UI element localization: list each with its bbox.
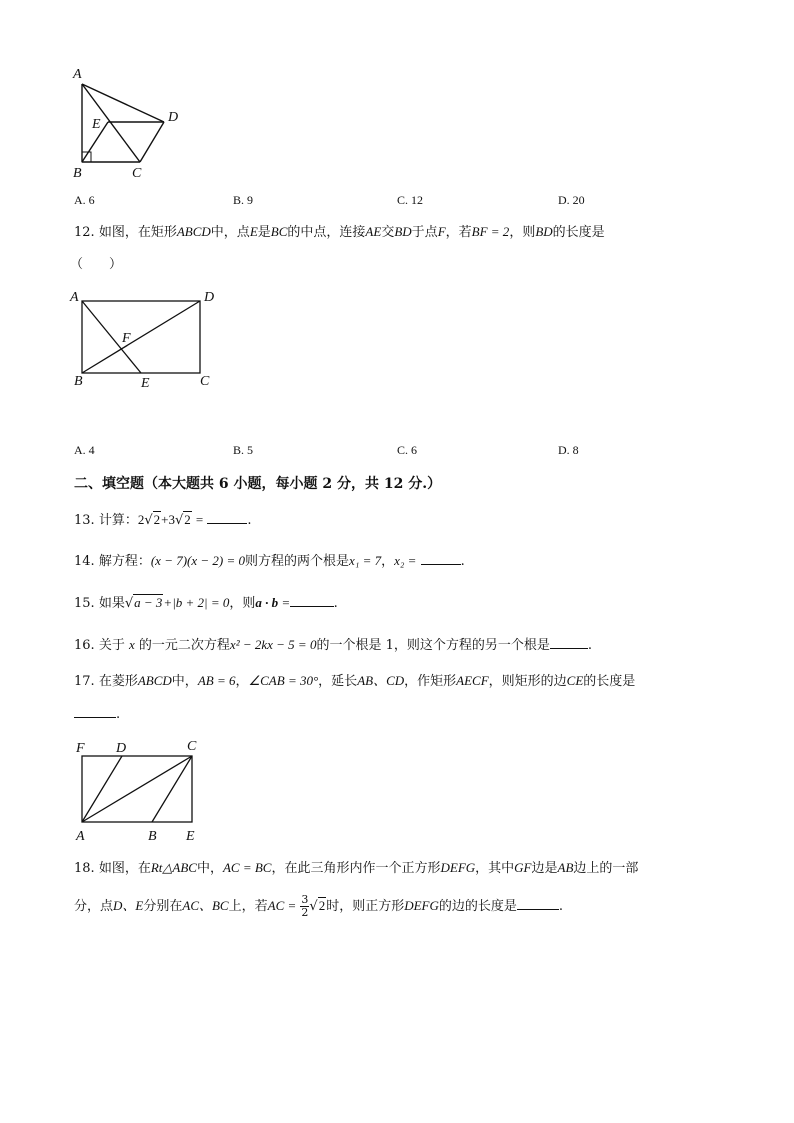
fig17-label-d: D [116,741,127,756]
q17-answer-line: . [74,705,120,724]
q14-blank[interactable] [421,552,461,565]
q16-blank[interactable] [550,636,588,649]
fig17-label-e: E [186,829,195,844]
q11-option-c: C. 12 [397,193,424,207]
fig17-label-c: C [187,739,197,754]
fig12-label-f: F [122,331,131,346]
q13: 13. 计算：2√2+3√2 = . [74,512,252,528]
fig11-label-b: B [73,166,82,181]
q12-option-a: A. 4 [74,443,95,457]
q11-option-a: A. 6 [74,193,95,207]
fig11-label-e: E [92,117,101,132]
q12-option-d: D. 8 [558,443,579,457]
q12-stem: 12. 如图，在矩形ABCD中，点E是BC的中点，连接AE交BD于点F，若BF = 2，则BD的长度是 [74,224,605,240]
fig11-label-d: D [168,110,179,125]
fig11-label-c: C [132,166,142,181]
q17: 17. 在菱形ABCD中，AB = 6，∠CAB = 30°，延长AB、CD，作矩形AECF，则矩形的边CE的长度是 [74,673,636,689]
section-title: 二、填空题（本大题共 6 小题，每小题 2 分，共 12 分.） [74,476,442,492]
fig17-label-a: A [76,829,85,844]
q18-line2: 分，点D、E分别在AC、BC上，若AC = $\frac{3}{2}$ √2时，则正方形DEFG的边的长度是 . [74,893,564,919]
q18-fraction: $\frac{3}{2}$ [301,893,309,919]
q18-blank[interactable] [517,897,559,910]
fig11-label-a: A [73,67,82,82]
figure-q11 [68,64,188,182]
q14: 14. 解方程：(x − 7)(x − 2) = 0则方程的两个根是x₁ = 7，x₂ = . [74,553,465,569]
q11-option-d: D. 20 [558,193,585,207]
q13-blank[interactable] [207,511,247,524]
fig12-label-a: A [70,290,79,305]
q15-blank[interactable] [290,594,334,607]
fig12-label-d: D [204,290,215,305]
fig12-label-b: B [74,374,83,389]
q12-option-b: B. 5 [233,443,254,457]
fig17-label-b: B [148,829,157,844]
q11-option-b: B. 9 [233,193,254,207]
fig17-label-f: F [76,741,85,756]
fig12-label-c: C [200,374,210,389]
fig12-label-e: E [141,376,150,391]
q12-option-c: C. 6 [397,443,418,457]
q15: 15. 如果√a − 3+|b + 2| = 0，则a · b = . [74,595,338,611]
figure-q17 [66,733,216,845]
q17-blank[interactable] [74,705,116,718]
q16: 16. 关于 x 的一元二次方程x² − 2kx − 5 = 0的一个根是 1，则这个方程的另一个根是 . [74,637,592,653]
q12-paren: （ ） [70,257,123,272]
figure-q12 [66,284,226,394]
q18-line1: 18. 如图，在Rt△ABC中，AC = BC，在此三角形内作一个正方形DEFG，其中GF边是AB边上的一部 [74,860,639,876]
